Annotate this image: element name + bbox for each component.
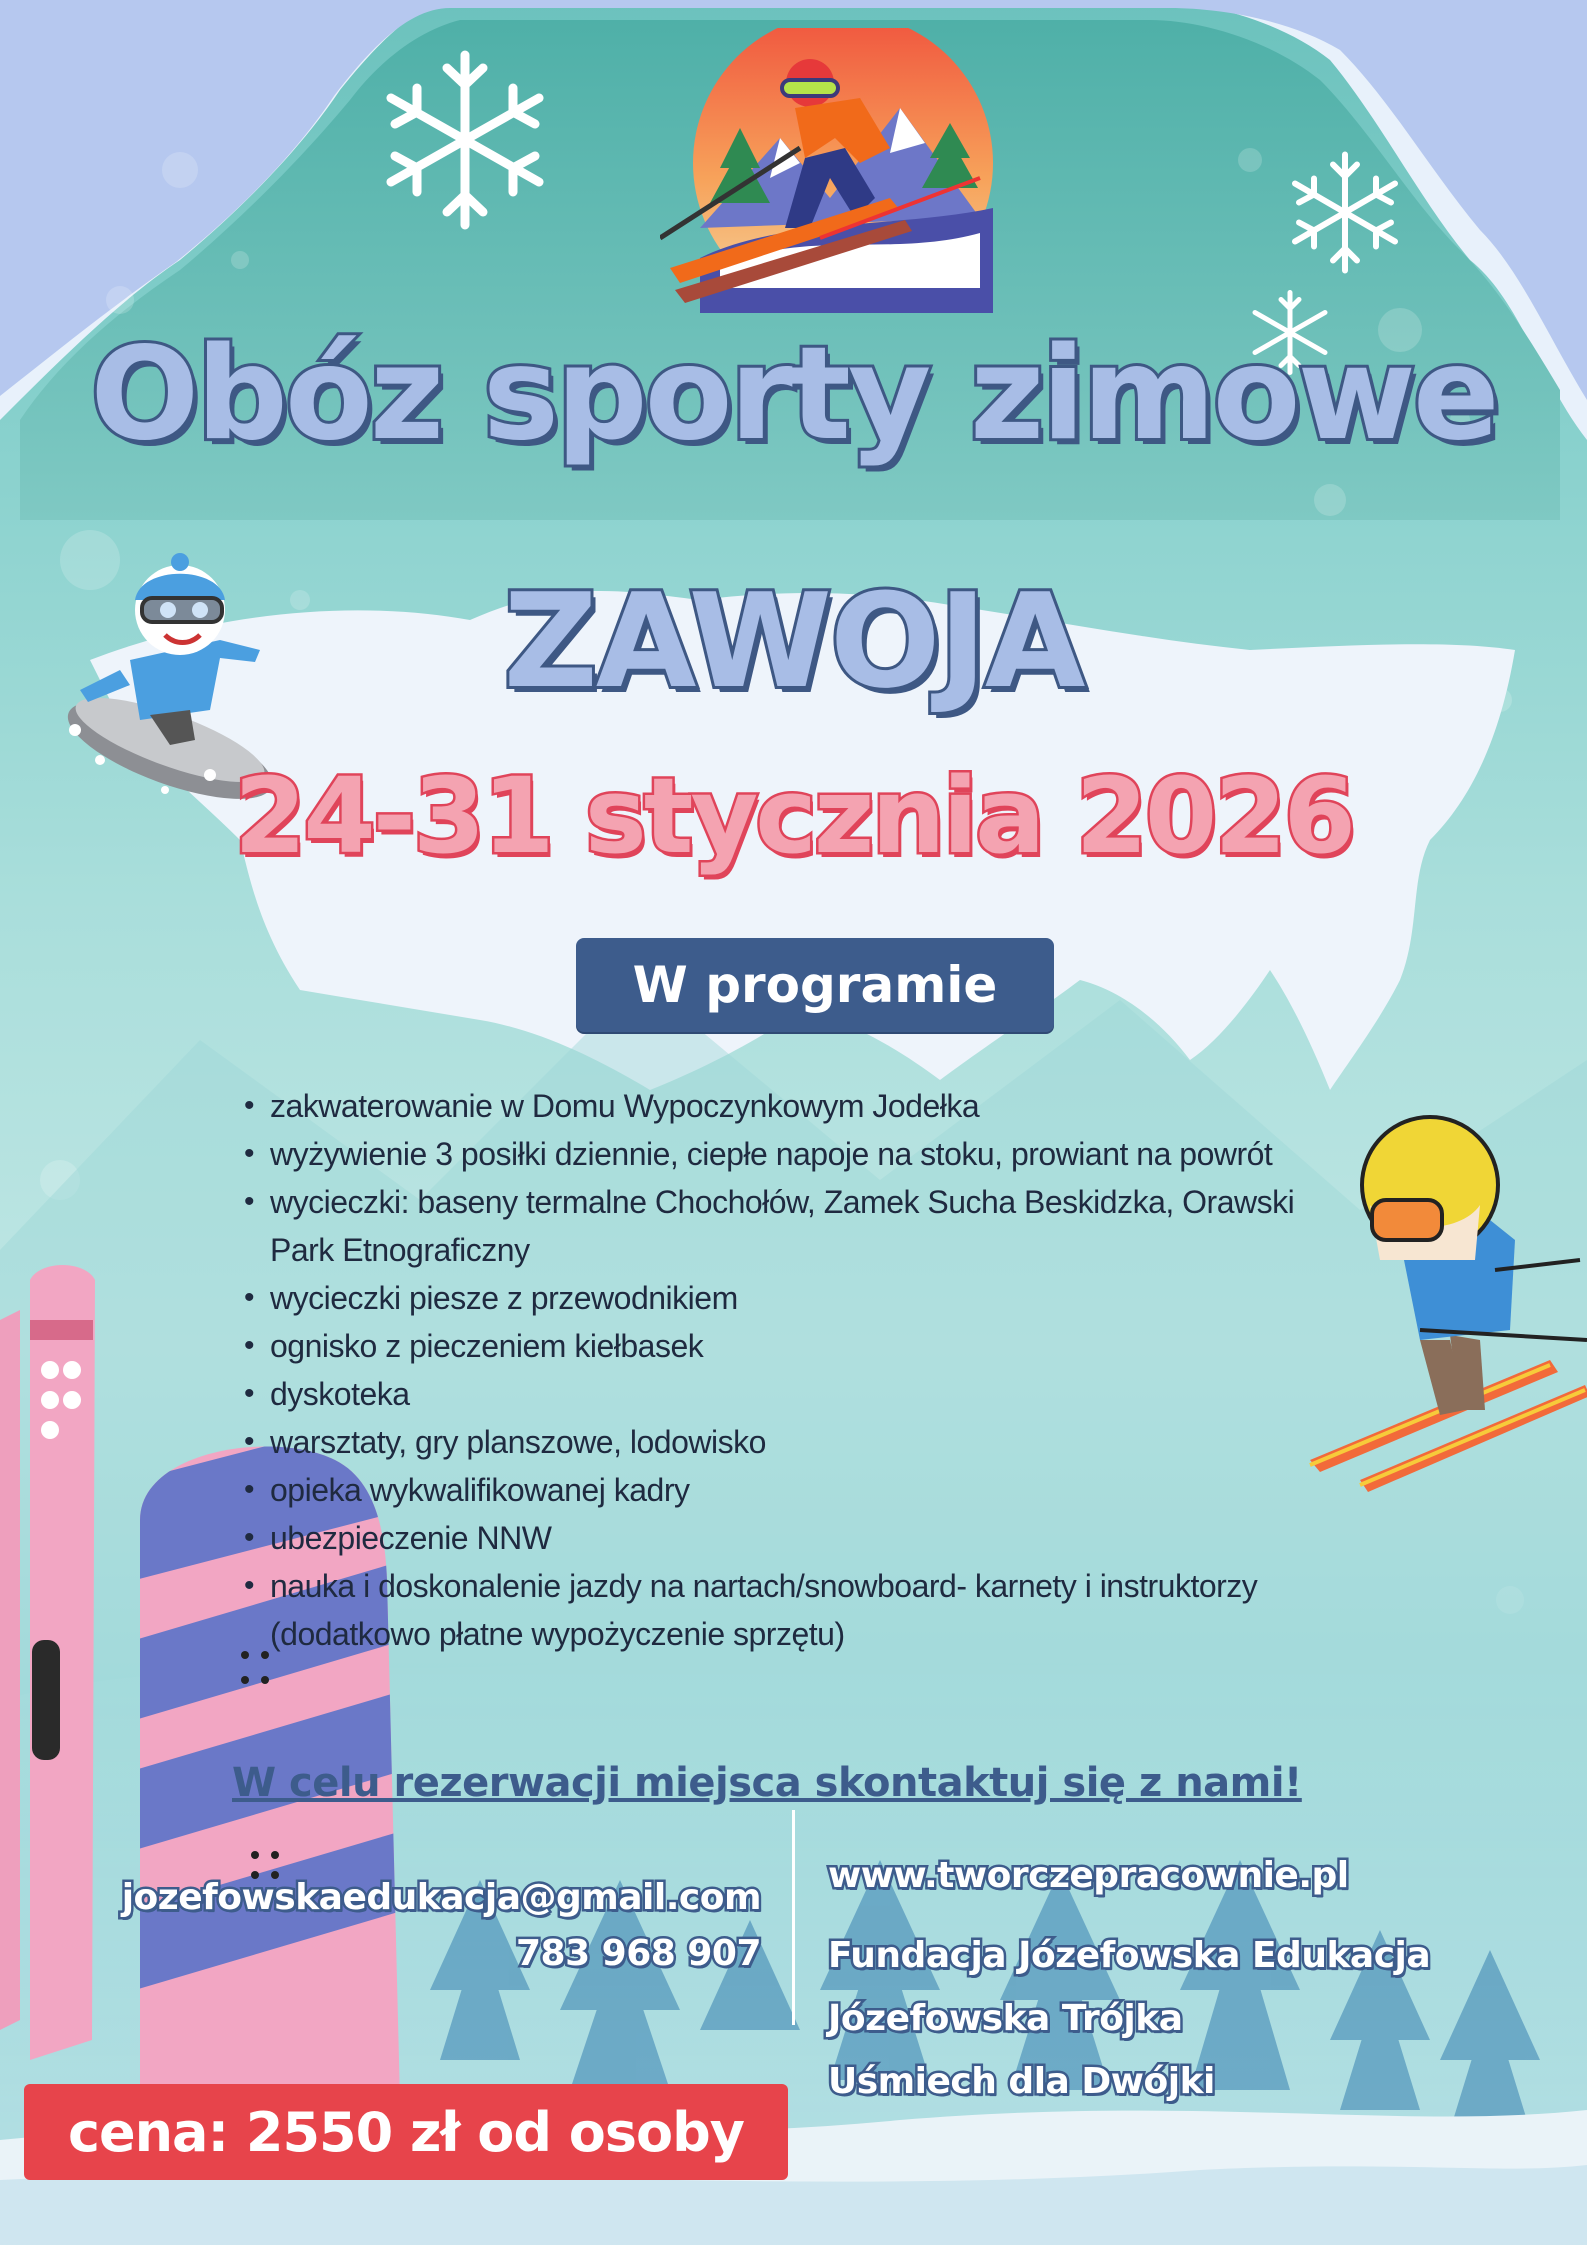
poster-title: Obóz sporty zimowe xyxy=(90,320,1497,469)
organizer-2: Józefowska Trójka xyxy=(828,1998,1183,2039)
location-title: ZAWOJA xyxy=(503,565,1084,717)
list-item: • wycieczki piesze z przewodnikiem xyxy=(270,1274,1370,1322)
snowflake-icon xyxy=(1280,150,1410,275)
snowflake-icon xyxy=(365,45,565,235)
list-item: • ognisko z pieczeniem kiełbasek xyxy=(270,1322,1370,1370)
organizer-3: Uśmiech dla Dwójki xyxy=(828,2061,1215,2102)
reservation-cta: W celu rezerwacji miejsca skontaktuj się z nami! xyxy=(232,1760,1302,1806)
website-link[interactable]: www.tworczepracownie.pl xyxy=(828,1855,1349,1896)
organizer-1: Fundacja Józefowska Edukacja xyxy=(828,1935,1431,1976)
list-item: • wyżywienie 3 posiłki dziennie, ciepłe napoje na stoku, prowiant na powrót xyxy=(270,1130,1360,1178)
list-item: • nauka i doskonalenie jazdy na nartach/snowboard- karnety i instruktorzy (dodatkowo płatne wypożyczenie sprzętu) xyxy=(270,1562,1320,1658)
list-item: • warsztaty, gry planszowe, lodowisko xyxy=(270,1418,1370,1466)
contact-divider xyxy=(792,1810,795,2025)
skier-icon xyxy=(660,28,1000,318)
email-link[interactable]: jozefowskaedukacja@gmail.com xyxy=(121,1877,761,1918)
program-heading: W programie xyxy=(576,938,1054,1032)
ski-icon xyxy=(0,1260,110,2080)
phone-number[interactable]: 783 968 907 xyxy=(515,1933,761,1974)
price-badge: cena: 2550 zł od osoby xyxy=(24,2084,788,2180)
list-item: • zakwaterowanie w Domu Wypoczynkowym Jodełka xyxy=(270,1082,1370,1130)
dates-title: 24-31 stycznia 2026 xyxy=(234,755,1353,877)
list-item: • opieka wykwalifikowanej kadry xyxy=(270,1466,1370,1514)
list-item: • wycieczki: baseny termalne Chochołów, Zamek Sucha Beskidzka, Orawski Park Etnograficzny xyxy=(270,1178,1360,1274)
list-item: • ubezpieczenie NNW xyxy=(270,1514,1370,1562)
list-item: • dyskoteka xyxy=(270,1370,1370,1418)
program-list xyxy=(270,1082,1370,1658)
